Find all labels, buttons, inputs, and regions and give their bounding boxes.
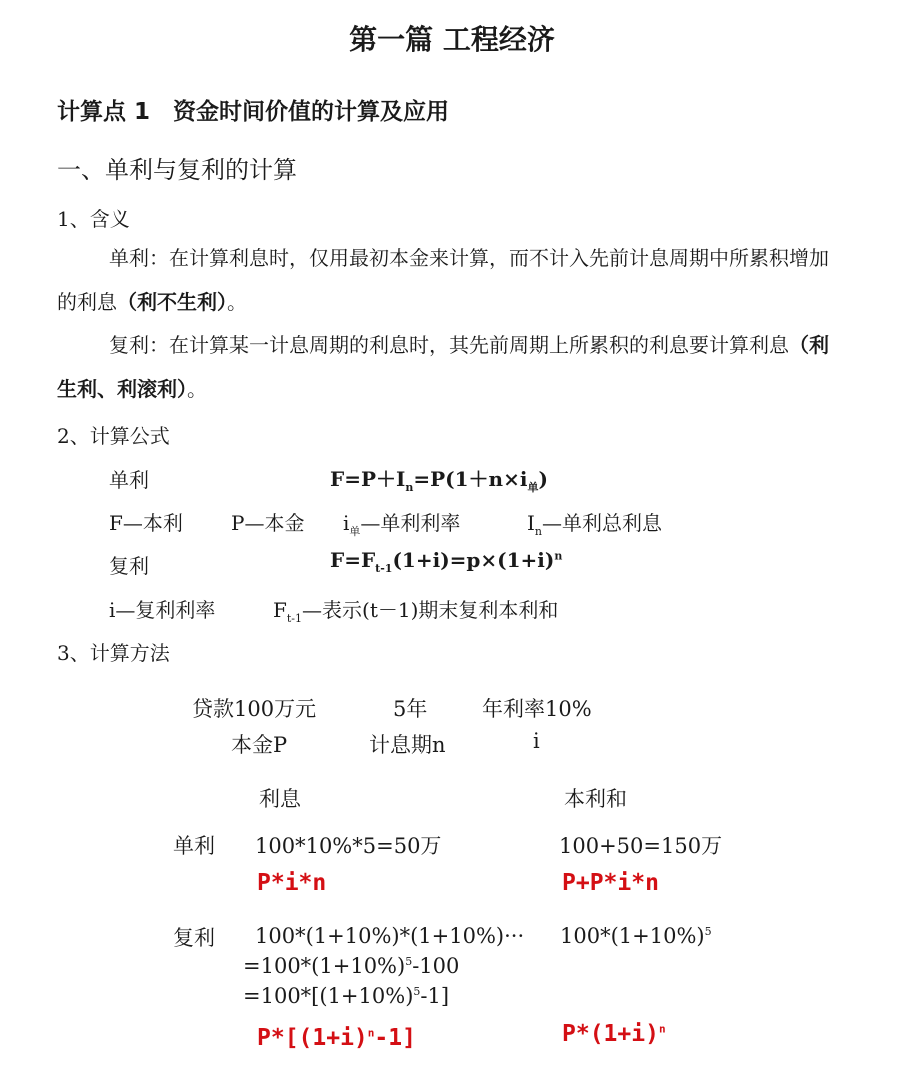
compound-calc-line3: $=100*[(1+10\%)^5-1]$ xyxy=(243,984,450,1008)
example-rate: 年利率10% xyxy=(482,697,592,721)
def-P: P—本金 xyxy=(231,511,305,535)
column-total: 本利和 xyxy=(564,787,627,811)
def-In: $I_n—$单利总利息 xyxy=(527,511,662,538)
def-Ft: $F_{t-1}—$表示(t－1)期末复利本利和 xyxy=(273,598,559,625)
example-period: 计息期n xyxy=(369,733,446,757)
example-principal: 本金P xyxy=(231,733,288,757)
simple-interest-definition xyxy=(57,236,837,324)
def-i-compound: i—复利利率 xyxy=(109,598,216,622)
part3-heading: 3、计算方法 xyxy=(57,641,170,665)
simple-interest-calc: 100*10%*5=50万 xyxy=(255,834,442,858)
compound-end: 。 xyxy=(187,377,207,401)
example-loan: 贷款100万元 xyxy=(192,697,317,721)
simple-interest-formula: $F=P+I_n=P(1+n\times i_单)$ xyxy=(330,467,548,494)
simple-interest-formula-red: P*i*n xyxy=(257,870,327,896)
row-compound-label: 复利 xyxy=(173,926,215,950)
compound-text: 在计算某一计息周期的利息时，其先前周期上所累积的利息要计算利息 xyxy=(169,333,789,357)
compound-label: 复利： xyxy=(109,333,169,357)
compound-calc-line1: 100*(1+10%)*(1+10%)··· xyxy=(255,924,525,948)
document-title: 第一篇 工程经济 xyxy=(349,23,555,56)
part1-heading: 1、含义 xyxy=(57,207,130,231)
column-interest: 利息 xyxy=(259,787,301,811)
part2-heading: 2、计算公式 xyxy=(57,424,170,448)
simple-total-formula-red: P+P*i*n xyxy=(562,870,659,896)
simple-total-calc: 100+50=150万 xyxy=(559,834,723,858)
row-simple-label: 单利 xyxy=(173,834,215,858)
compound-calc-line2: $=100*(1+10\%)^5-100$ xyxy=(243,954,460,978)
compound-formula-label: 复利 xyxy=(109,554,149,578)
simple-label: 单利： xyxy=(109,246,169,270)
section-heading: 计算点 1 资金时间价值的计算及应用 xyxy=(57,99,450,125)
simple-formula-label: 单利 xyxy=(109,468,149,492)
compound-interest-definition xyxy=(57,323,837,411)
subsection-heading: 一、单利与复利的计算 xyxy=(57,156,297,184)
example-i: i xyxy=(533,729,540,753)
simple-emphasis: （利不生利） xyxy=(117,290,227,314)
simple-text: 在计算利息时，仅用最初本金来计算，而不计入先前计息周期中所累积增加的利息 xyxy=(57,246,829,314)
compound-interest-formula-red: $P*[(1+i)^n-1]$ xyxy=(257,1025,416,1051)
example-years: 5年 xyxy=(393,697,428,721)
compound-emphasis: （利生利、利滚利） xyxy=(57,333,829,401)
def-i-simple: $i_单—$单利利率 xyxy=(343,511,461,538)
def-F: F—本利 xyxy=(109,511,183,535)
simple-end: 。 xyxy=(227,290,247,314)
compound-total-calc: $100*(1+10\%)^5$ xyxy=(560,924,712,948)
compound-total-formula-red: $P*(1+i)^n$ xyxy=(562,1021,666,1047)
compound-interest-formula: $F=F_{t-1}(1+i)=p\times(1+i)^n$ xyxy=(330,548,563,575)
